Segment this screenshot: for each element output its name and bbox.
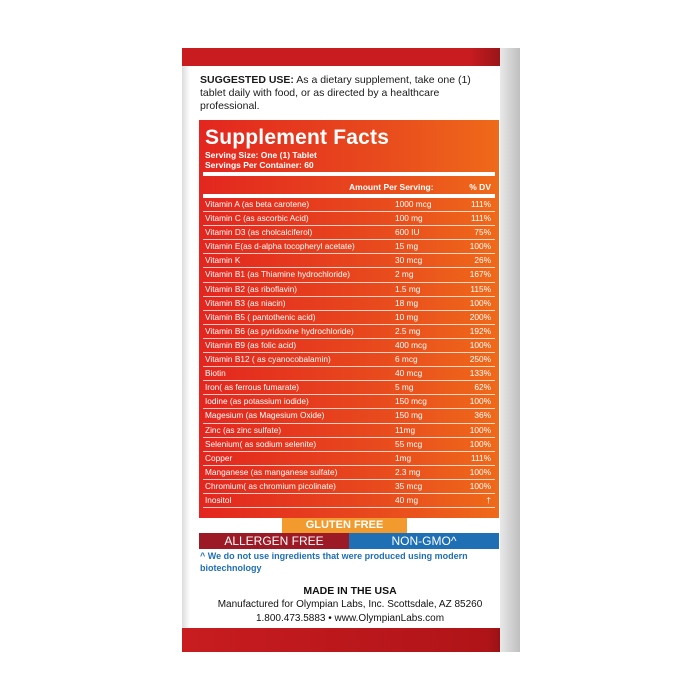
nutrient-dv: 111% <box>471 213 491 224</box>
nutrient-name: Vitamin B9 (as folic acid) <box>205 339 297 350</box>
fact-row <box>203 367 495 381</box>
suggested-use-text: As a dietary supplement, take one (1) tablet daily with food, or as directed by a healthcare professional. <box>200 74 471 112</box>
nutrient-name: Iodine (as potassium iodide) <box>205 396 309 407</box>
facts-thick-rule <box>203 172 495 176</box>
amount-header: Amount Per Serving: <box>349 182 434 192</box>
box-right-edge <box>500 48 520 652</box>
nutrient-name: Vitamin B12 ( as cyanocobalamin) <box>205 354 331 365</box>
nutrient-amount: 6 mcg <box>395 354 418 365</box>
nutrient-dv: 167% <box>469 269 491 280</box>
nutrient-name: Vitamin B5 ( pantothenic acid) <box>205 311 316 322</box>
nutrient-name: Vitamin B6 (as pyridoxine hydrochloride) <box>205 325 354 336</box>
fact-row <box>203 198 495 212</box>
nutrient-name: Vitamin K <box>205 255 241 266</box>
nutrient-amount: 600 IU <box>395 227 420 238</box>
nutrient-amount: 1000 mcg <box>395 199 432 209</box>
gluten-free-badge: GLUTEN FREE <box>282 518 407 533</box>
biotech-note: ^ We do not use ingredients that were produced using modern biotechnology <box>200 551 468 573</box>
nutrient-dv: † <box>486 494 491 505</box>
suggested-use <box>200 74 496 113</box>
nutrient-dv: 100% <box>469 241 491 252</box>
nutrient-amount: 1.5 mg <box>395 283 421 294</box>
fact-row <box>203 452 495 466</box>
fact-row <box>203 240 495 254</box>
fact-row <box>203 283 495 297</box>
fact-row <box>203 325 495 339</box>
nutrient-amount: 35 mcg <box>395 480 423 491</box>
nutrient-name: Vitamin A (as beta carotene) <box>205 199 310 209</box>
nutrient-dv: 111% <box>471 452 491 463</box>
fact-row <box>203 297 495 311</box>
contact-line: 1.800.473.5883 • www.OlympianLabs.com <box>255 613 445 624</box>
nutrient-name: Iron( as ferrous fumarate) <box>205 382 300 393</box>
fact-row <box>203 339 495 353</box>
supplement-facts-panel <box>199 120 499 518</box>
nutrient-name: Chromium( as chromium picolinate) <box>205 480 336 491</box>
nutrient-dv: 36% <box>474 410 491 421</box>
nutrient-amount: 40 mcg <box>395 368 423 379</box>
suggested-use-label: SUGGESTED USE: <box>200 74 294 86</box>
serving-size: Serving Size: One (1) Tablet <box>205 150 317 160</box>
made-in-usa: MADE IN THE USA <box>303 585 397 597</box>
servings-per-container: Servings Per Container: 60 <box>205 160 314 170</box>
nutrient-amount: 18 mg <box>395 297 419 308</box>
nutrient-dv: 75% <box>474 227 491 238</box>
fact-row <box>203 254 495 268</box>
nutrient-dv: 250% <box>469 354 491 365</box>
nutrient-dv: 100% <box>469 424 491 435</box>
fact-row <box>203 311 495 325</box>
nutrient-amount: 100 mg <box>395 213 423 224</box>
nutrient-name: Vitamin C (as ascorbic Acid) <box>205 213 309 224</box>
fact-row <box>203 395 495 409</box>
fact-row <box>203 226 495 240</box>
non-gmo-badge: NON-GMO^ <box>349 533 499 549</box>
fact-row <box>203 480 495 494</box>
nutrient-amount: 10 mg <box>395 311 419 322</box>
nutrient-name: Manganese (as manganese sulfate) <box>205 466 338 477</box>
nutrient-dv: 192% <box>469 325 491 336</box>
nutrient-dv: 100% <box>469 297 491 308</box>
box-top-edge <box>182 48 520 66</box>
allergen-free-badge: ALLERGEN FREE <box>199 533 349 549</box>
nutrient-name: Zinc (as zinc sulfate) <box>205 424 282 435</box>
nutrient-name: Vitamin B2 (as riboflavin) <box>205 283 298 294</box>
nutrient-name: Copper <box>205 452 233 463</box>
fact-row <box>203 494 495 508</box>
fact-row <box>203 212 495 226</box>
nutrient-amount: 2 mg <box>395 269 414 280</box>
nutrient-amount: 2.5 mg <box>395 325 421 336</box>
nutrient-dv: 100% <box>469 438 491 449</box>
nutrient-dv: 133% <box>469 368 491 379</box>
nutrient-amount: 150 mcg <box>395 396 427 407</box>
manufacturer-line: Manufactured for Olympian Labs, Inc. Scottsdale, AZ 85260 <box>217 599 483 610</box>
facts-title: Supplement Facts <box>205 126 390 149</box>
nutrient-amount: 2.3 mg <box>395 466 421 477</box>
fact-row <box>203 381 495 395</box>
box-bottom-edge <box>182 628 520 652</box>
nutrient-dv: 62% <box>474 382 491 393</box>
nutrient-dv: 111% <box>471 199 491 209</box>
box-left-shade <box>182 66 190 628</box>
nutrient-dv: 100% <box>469 466 491 477</box>
nutrient-name: Magesium (as Magesium Oxide) <box>205 410 325 421</box>
nutrient-name: Selenium( as sodium selenite) <box>205 438 317 449</box>
nutrient-name: Biotin <box>205 368 226 379</box>
nutrient-amount: 1mg <box>395 452 412 463</box>
nutrient-name: Inositol <box>205 494 232 505</box>
dv-header: % DV <box>469 182 491 192</box>
nutrient-dv: 26% <box>474 255 491 266</box>
nutrient-dv: 100% <box>469 339 491 350</box>
nutrient-name: Vitamin D3 (as cholcalciferol) <box>205 227 313 238</box>
fact-row <box>203 424 495 438</box>
nutrient-dv: 100% <box>469 396 491 407</box>
facts-rows <box>203 198 495 508</box>
nutrient-name: Vitamin E(as d-alpha tocopheryl acetate) <box>205 241 355 252</box>
nutrient-amount: 5 mg <box>395 382 414 393</box>
nutrient-amount: 30 mcg <box>395 255 423 266</box>
nutrient-amount: 40 mg <box>395 494 419 505</box>
fact-row <box>203 466 495 480</box>
nutrient-name: Vitamin B1 (as Thiamine hydrochloride) <box>205 269 350 280</box>
nutrient-amount: 55 mcg <box>395 438 423 449</box>
fact-row <box>203 438 495 452</box>
nutrient-dv: 115% <box>470 283 491 294</box>
fact-row <box>203 268 495 282</box>
nutrient-amount: 11mg <box>395 424 416 435</box>
fact-row <box>203 353 495 367</box>
nutrient-name: Vitamin B3 (as niacin) <box>205 297 286 308</box>
fact-row <box>203 409 495 423</box>
nutrient-amount: 15 mg <box>395 241 419 252</box>
nutrient-amount: 150 mg <box>395 410 423 421</box>
nutrient-amount: 400 mcg <box>395 339 427 350</box>
nutrient-dv: 100% <box>469 480 491 491</box>
nutrient-dv: 200% <box>469 311 491 322</box>
